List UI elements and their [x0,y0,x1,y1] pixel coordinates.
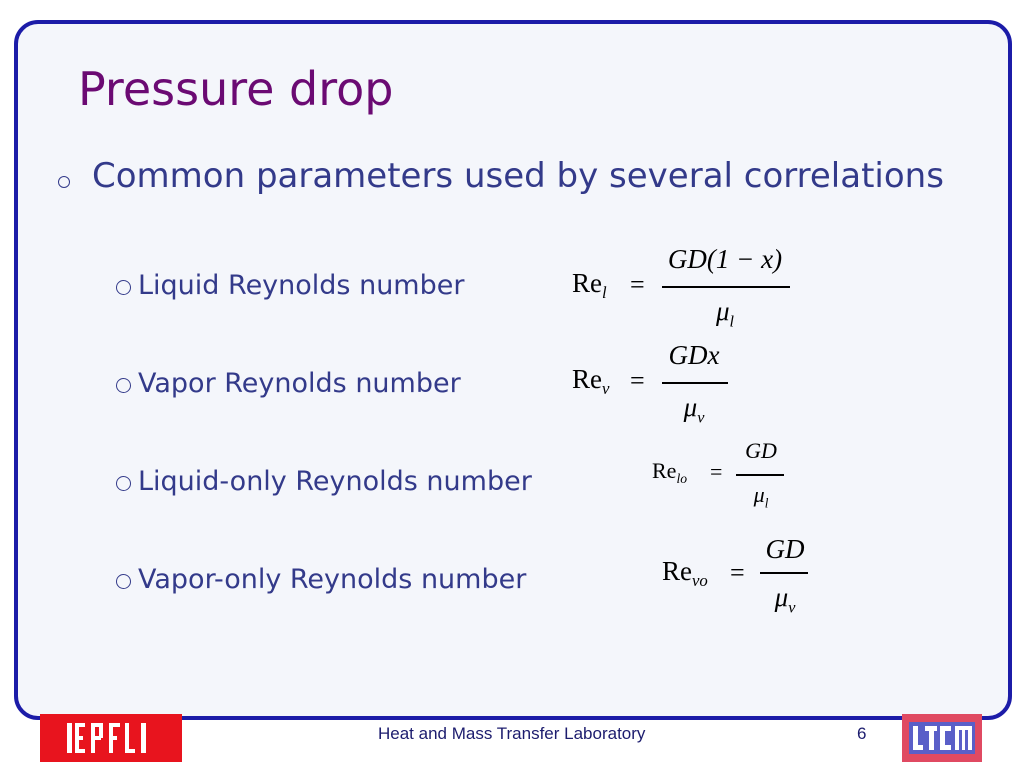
circle-bullet-icon [116,280,131,295]
main-bullet-text: Common parameters used by several correlations [92,156,944,196]
ltcm-logo [902,714,982,762]
equation-vapor-only-reynolds [662,534,822,626]
re-symbol: $Re_{lo}$ [652,458,688,486]
circle-bullet-icon [116,476,131,491]
equals-sign: = [630,270,645,299]
circle-bullet-icon [58,176,70,188]
epfl-logo-icon [61,719,161,757]
ltcm-logo-icon [907,720,977,756]
denominator: $\mu_l$ [753,482,769,511]
item-label: Vapor-only Reynolds number [138,564,527,595]
footer-lab-name: Heat and Mass Transfer Laboratory [378,724,646,743]
circle-bullet-icon [116,378,131,393]
numerator: GD [765,534,805,564]
numerator: GD(1 − x) [667,244,783,274]
slide-title: Pressure drop [78,62,394,116]
denominator: $\mu_l$ [715,296,735,331]
page-number: 6 [857,724,867,743]
equation-liquid-reynolds [572,242,802,334]
equals-sign: = [730,558,745,587]
equals-sign: = [630,366,645,395]
fraction-bar [760,572,808,574]
item-label: Liquid Reynolds number [138,270,465,301]
fraction-bar [662,382,728,384]
equation-vapor-reynolds [572,338,742,430]
denominator: $\mu_v$ [774,582,796,617]
equation-liquid-only-reynolds [652,438,802,522]
re-symbol: $Re_l$ [572,268,607,302]
item-label: Liquid-only Reynolds number [138,466,532,497]
fraction-bar [736,474,784,476]
equals-sign: = [710,459,723,484]
denominator: $\mu_v$ [683,392,705,427]
epfl-logo [40,714,182,762]
fraction-bar [662,286,790,288]
re-symbol: $Re_v$ [572,364,610,398]
numerator: GDx [668,340,720,370]
item-label: Vapor Reynolds number [138,368,461,399]
re-symbol: $Re_{vo}$ [662,556,708,590]
numerator: GD [745,438,777,463]
circle-bullet-icon [116,574,131,589]
